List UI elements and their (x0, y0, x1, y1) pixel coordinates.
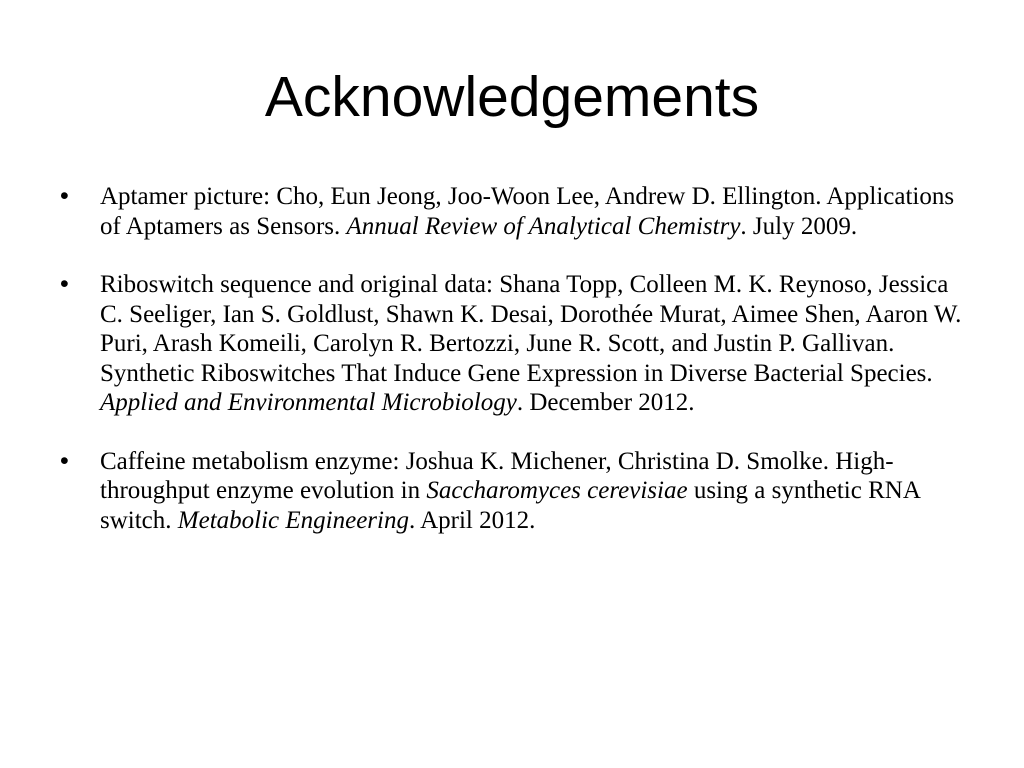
species-name: Saccharomyces cerevisiae (426, 477, 688, 504)
list-item (60, 182, 965, 241)
journal-title: Applied and Environmental Microbiology (100, 389, 517, 416)
bullet-icon: • (60, 446, 69, 475)
citation-date: . July 2009. (740, 212, 858, 240)
citation-text-continued: using a synthetic RNA switch. (100, 477, 920, 534)
citation-text: Riboswitch sequence and original data: Shana Topp, Colleen M. K. Reynoso, Jessica C. Seeliger, Ian S. Goldlust, Shawn K. Desai, Dorothée Murat, Aimee Shen, Aaron W. Puri, Arash Komeili, Carolyn R. Bertozzi, June R. Scott, and Justin P. Gallivan. Synthetic Riboswitches That Induce Gene Expression in Diverse Bacterial Species. (100, 271, 962, 387)
citation-text: Aptamer picture: Cho, Eun Jeong, Joo-Woon Lee, Andrew D. Ellington. Applications of Aptamers as Sensors. (100, 183, 955, 240)
citation-date: . April 2012. (408, 506, 536, 534)
list-item (60, 270, 965, 418)
slide-title: Acknowledgements (264, 65, 760, 129)
citation-date: . December 2012. (516, 389, 695, 416)
bullet-icon: • (60, 270, 69, 298)
list-item (60, 447, 965, 536)
journal-title: Annual Review of Analytical Chemistry (346, 212, 741, 240)
acknowledgements-list (60, 182, 965, 535)
journal-title: Metabolic Engineering (177, 506, 409, 534)
citation-text: Caffeine metabolism enzyme: Joshua K. Michener, Christina D. Smolke. High-throughput enzyme evolution in (100, 447, 894, 504)
bullet-icon: • (60, 182, 69, 210)
